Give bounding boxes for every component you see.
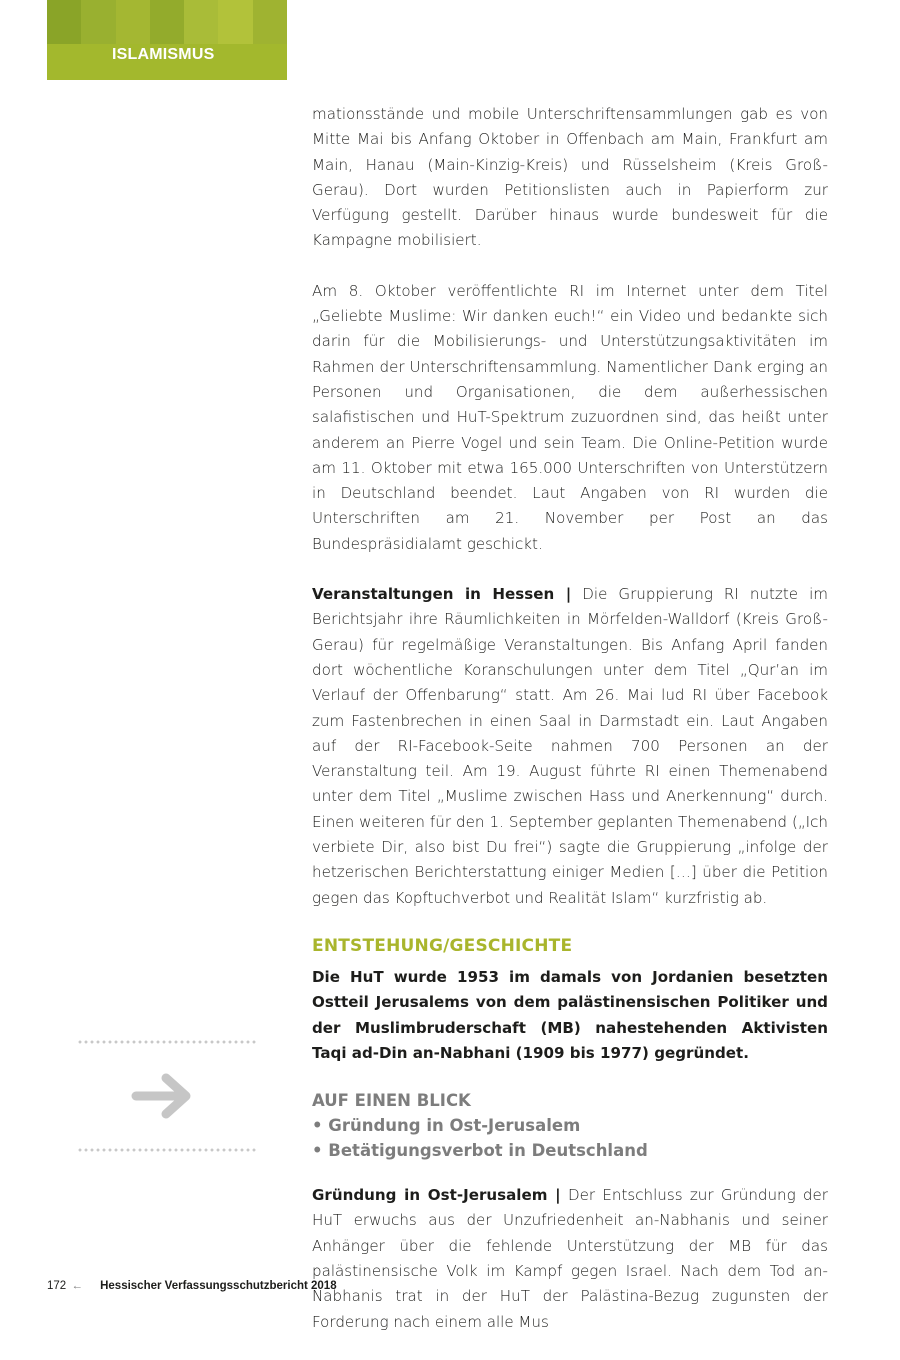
header-tile [184, 0, 219, 44]
summary-box-heading: AUF EINEN BLICK [312, 1091, 471, 1111]
page-footer [47, 1280, 337, 1292]
back-arrow-icon[interactable]: ← [71, 1280, 83, 1292]
header-tile [218, 0, 253, 44]
paragraph-events [312, 582, 828, 911]
summary-list-item: • Betätigungsverbot in Deutschland [312, 1141, 648, 1161]
section-heading: ENTSTEHUNG/GESCHICHTE [312, 935, 573, 956]
run-in-heading-events: Veranstaltungen in Hessen | [312, 585, 572, 604]
header-tile [150, 0, 185, 44]
summary-box [312, 1088, 828, 1163]
paragraph-events-text: Die Gruppierung RI nutzte im Berichtsjahr ihre Räumlichkeiten in Mörfelden-Walldorf (Kreis Groß-Gerau) für regelmäßige Veranstaltungen. Bis Anfang April fanden dort wöchentliche Koranschulungen unter dem Titel „Qur’an im Verlauf der Offenbarung“ statt. Am 26. Mai lud RI über Facebook zum Fastenbrechen in einen Saal in Darmstadt ein. Laut Angaben auf der RI-Facebook-Seite nahmen 700 Personen an der Veranstaltung teil. Am 19. August führte RI einen Themenabend unter dem Titel „Muslime zwischen Hass und Anerkennung“ durch. Einen weiteren für den 1. September geplanten Themenabend („Ich verbiete Dir, also bist Du frei“) sagte die Gruppierung „infolge der hetzerischen Berichterstattung einiger Medien […] über die Petition gegen das Kopftuchverbot und Realität Islam“ kurzfristig ab. [312, 585, 828, 907]
paragraph-founding [312, 1183, 828, 1335]
paragraph-founding-text: Der Entschluss zur Gründung der HuT erwuchs aus der Unzufriedenheit an-Nabhanis und seiner Anhänger über die fehlende Unterstützung der MB für das palästinensische Volk im Kampf gegen Israel. Nach dem Tod an-Nabhanis trat in der HuT der Palästina-Bezug zugunsten der Forderung nach einem alle Mus [312, 1186, 828, 1331]
lead-paragraph: Die HuT wurde 1953 im damals von Jordanien besetzten Ostteil Jerusalems von dem palästinensischen Politiker und der Muslimbruderschaft (MB) nahestehenden Aktivisten Taqi ad-Din an-Nabhani (1909 bis 1977) gegründet. [312, 967, 828, 1062]
header-tile [47, 0, 82, 44]
section-label: ISLAMISMUS [112, 46, 215, 63]
header-tile [116, 0, 151, 44]
dotted-divider-bottom [77, 1148, 257, 1152]
main-content [312, 102, 828, 1360]
right-arrow-icon [128, 1071, 196, 1121]
page-number: 172 [47, 1280, 67, 1292]
run-in-heading-founding: Gründung in Ost-Jerusalem | [312, 1186, 561, 1205]
summary-list [312, 1113, 828, 1163]
dotted-divider-top [77, 1040, 257, 1044]
summary-list-item: • Gründung in Ost-Jerusalem [312, 1116, 581, 1136]
section-tab [47, 0, 287, 80]
header-tile [81, 0, 116, 44]
header-tile [253, 0, 287, 44]
publication-title: Hessischer Verfassungsschutzbericht 2018 [100, 1280, 337, 1292]
paragraph-1: mationsstände und mobile Unterschriftensammlungen gab es von Mitte Mai bis Anfang Oktober in Offenbach am Main, Frankfurt am Main, Hanau (Main-Kinzig-Kreis) und Rüsselsheim (Kreis Groß-Gerau). Dort wurden Petitionslisten auch in Papierform zur Verfügung gestellt. Darüber hinaus wurde bundesweit für die Kampagne mobilisiert. [312, 105, 828, 250]
paragraph-2: Am 8. Oktober veröffentlichte RI im Internet unter dem Titel „Geliebte Muslime: Wir danken euch!“ ein Video und bedankte sich darin für die Mobilisierungs- und Unterstützungsaktivitäten im Rahmen der Unterschriftensammlung. Namentlicher Dank erging an Personen und Organisationen, die dem außerhessischen salafistischen und HuT-Spektrum zuzuordnen sind, das heißt unter anderem an Pierre Vogel und sein Team. Die Online-Petition wurde am 11. Oktober mit etwa 165.000 Unterschriften von Unterstützern in Deutschland beendet. Laut Angaben von RI wurden die Unterschriften am 21. November per Post an das Bundespräsidialamt geschickt. [312, 281, 828, 553]
